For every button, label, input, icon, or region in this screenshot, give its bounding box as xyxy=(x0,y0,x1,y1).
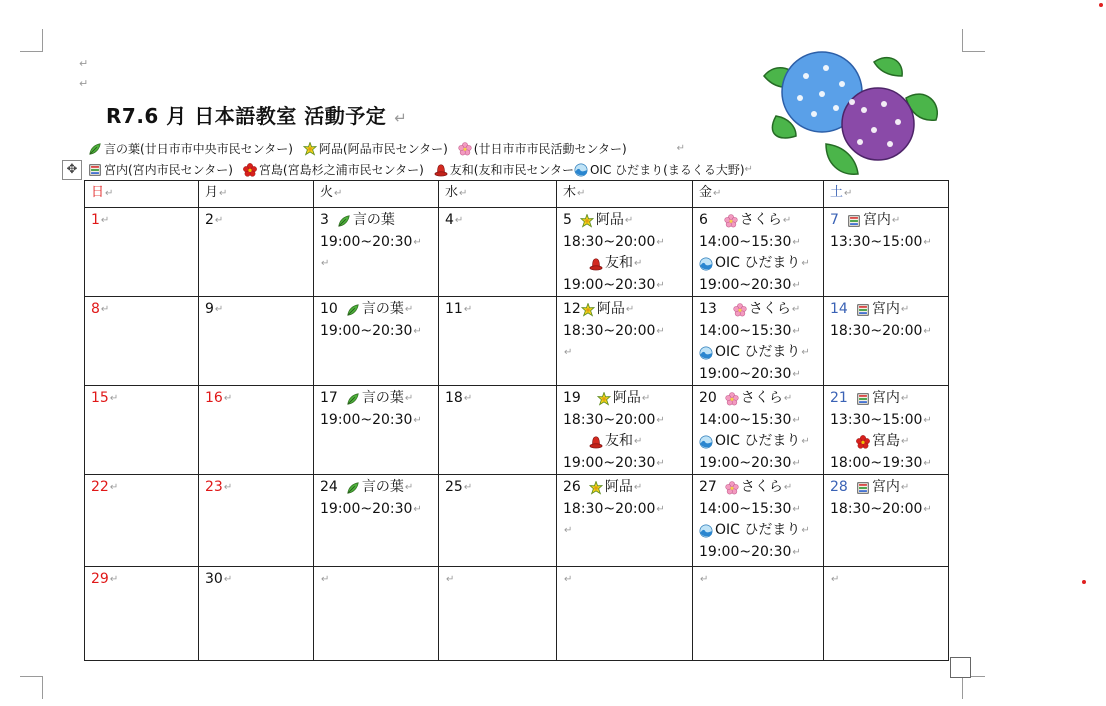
paragraph-mark: ↵ xyxy=(394,109,408,127)
paragraph-mark: ↵ xyxy=(79,57,89,70)
leaf-icon xyxy=(346,392,360,406)
day-cell[interactable]: 25 ↵ xyxy=(439,475,557,567)
cherry-blossom-icon xyxy=(725,392,739,406)
weekday-header: 水↵ xyxy=(439,181,557,208)
week-row xyxy=(85,567,949,661)
day-cell[interactable]: 13 さくら ↵ 14:00~15:30 ↵ OIC ひだまり ↵ 19:00~20:30 ↵ xyxy=(693,297,824,386)
legend-item xyxy=(574,161,745,178)
table-move-handle[interactable]: ✥ xyxy=(62,160,82,180)
wave-icon xyxy=(699,257,713,271)
legend-item xyxy=(88,140,293,157)
building-icon xyxy=(856,392,870,406)
leaf-icon xyxy=(346,481,360,495)
red-marker-dot xyxy=(1082,580,1086,584)
weekday-header: 木↵ xyxy=(557,181,693,208)
cherry-blossom-icon xyxy=(725,481,739,495)
paragraph-mark: ↵ xyxy=(79,77,89,90)
legend-item xyxy=(458,140,627,157)
cherry-blossom-icon xyxy=(724,214,738,228)
day-cell[interactable]: 7 宮内 ↵ 13:30~15:00 ↵ xyxy=(824,208,949,297)
day-cell[interactable]: 1 ↵ xyxy=(85,208,199,297)
weekday-header: 日↵ xyxy=(85,181,199,208)
weekday-header: 金↵ xyxy=(693,181,824,208)
day-cell[interactable]: 30 ↵ xyxy=(199,567,314,661)
star-flower-icon xyxy=(580,214,594,228)
day-cell[interactable]: 29 ↵ xyxy=(85,567,199,661)
day-cell[interactable]: 17 言の葉 ↵ 19:00~20:30 ↵ xyxy=(314,386,439,475)
legend-row-1 xyxy=(88,140,685,157)
building-icon xyxy=(856,303,870,317)
leaf-icon xyxy=(337,214,351,228)
day-cell[interactable]: 9 ↵ xyxy=(199,297,314,386)
empty-cell[interactable]: ↵ xyxy=(439,567,557,661)
red-marker-dot xyxy=(1099,3,1103,7)
wave-icon xyxy=(699,435,713,449)
legend-label: 友和(友和市民センター xyxy=(449,163,574,177)
building-icon xyxy=(847,214,861,228)
red-hat-icon xyxy=(589,435,603,449)
week-row xyxy=(85,297,949,386)
building-icon xyxy=(856,481,870,495)
star-flower-icon xyxy=(303,142,317,156)
legend-item xyxy=(303,140,448,157)
building-icon xyxy=(88,163,102,177)
day-cell[interactable]: 11 ↵ xyxy=(439,297,557,386)
paragraph-mark: ↵ xyxy=(744,164,753,175)
weekday-header: 火↵ xyxy=(314,181,439,208)
empty-cell[interactable]: ↵ xyxy=(693,567,824,661)
legend-label: 言の葉(廿日市市中央市民センター) xyxy=(104,142,293,156)
crop-mark-bottom-left xyxy=(20,676,43,699)
empty-cell[interactable]: ↵ xyxy=(314,567,439,661)
legend-label: (廿日市市市民活動センター) xyxy=(473,142,627,156)
legend-item xyxy=(88,161,233,178)
legend-label: OIC ひだまり(まるくる大野) xyxy=(589,163,745,177)
leaf-icon xyxy=(88,142,102,156)
calendar-table xyxy=(84,180,949,661)
day-cell[interactable]: 2 ↵ xyxy=(199,208,314,297)
red-hat-icon xyxy=(434,163,448,177)
legend-label: 宮内(宮内市民センター) xyxy=(104,163,233,177)
legend-label: 阿品(阿品市民センター) xyxy=(318,142,448,156)
day-cell[interactable]: 18 ↵ xyxy=(439,386,557,475)
star-flower-icon xyxy=(589,481,603,495)
week-row xyxy=(85,475,949,567)
cherry-blossom-icon xyxy=(458,142,472,156)
leaf-icon xyxy=(346,303,360,317)
red-flower-icon xyxy=(856,435,870,449)
legend-row-2 xyxy=(88,161,753,178)
day-cell[interactable]: 6 さくら ↵ 14:00~15:30 ↵ OIC ひだまり ↵ 19:00~20:30 ↵ xyxy=(693,208,824,297)
day-cell[interactable]: 5 阿品 ↵ 18:30~20:00 ↵ 友和 ↵ 19:00~20:30 ↵ xyxy=(557,208,693,297)
crop-mark-top-left xyxy=(20,29,43,52)
day-cell[interactable]: 16 ↵ xyxy=(199,386,314,475)
day-cell[interactable]: 20 さくら ↵ 14:00~15:30 ↵ OIC ひだまり ↵ 19:00~20:30 ↵ xyxy=(693,386,824,475)
day-cell[interactable]: 15 ↵ xyxy=(85,386,199,475)
crop-mark-top-right xyxy=(962,29,985,52)
day-cell[interactable]: 22 ↵ xyxy=(85,475,199,567)
weekday-header: 月↵ xyxy=(199,181,314,208)
wave-icon xyxy=(574,163,588,177)
week-row xyxy=(85,208,949,297)
wave-icon xyxy=(699,346,713,360)
day-cell[interactable]: 26 阿品 ↵ 18:30~20:00 ↵ ↵ xyxy=(557,475,693,567)
red-flower-icon xyxy=(243,163,257,177)
day-cell[interactable]: 14 宮内 ↵ 18:30~20:00 ↵ xyxy=(824,297,949,386)
red-hat-icon xyxy=(589,257,603,271)
empty-cell[interactable]: ↵ xyxy=(557,567,693,661)
day-cell[interactable]: 8 ↵ xyxy=(85,297,199,386)
day-cell[interactable]: 24 言の葉 ↵ 19:00~20:30 ↵ xyxy=(314,475,439,567)
crop-mark-bottom-right xyxy=(962,676,985,699)
wave-icon xyxy=(699,524,713,538)
title-text: R7.6 月 日本語教室 活動予定 xyxy=(106,104,387,128)
paragraph-mark: ↵ xyxy=(676,143,686,154)
legend-item xyxy=(434,161,574,178)
page-title xyxy=(106,100,407,129)
day-cell[interactable]: 21 宮内 ↵ 13:30~15:00 ↵ 宮島 ↵ 18:00~19:30 ↵ xyxy=(824,386,949,475)
legend-label: 宮島(宮島杉之浦市民センター) xyxy=(258,163,424,177)
day-cell[interactable]: 19 阿品 ↵ 18:30~20:00 ↵ 友和 ↵ 19:00~20:30 ↵ xyxy=(557,386,693,475)
legend-item xyxy=(243,161,424,178)
day-cell[interactable]: 10 言の葉 ↵ 19:00~20:30 ↵ xyxy=(314,297,439,386)
cherry-blossom-icon xyxy=(733,303,747,317)
weekday-header-row xyxy=(85,181,949,208)
table-resize-handle[interactable] xyxy=(950,657,971,678)
star-flower-icon xyxy=(581,303,595,317)
day-cell[interactable]: 28 宮内 ↵ 18:30~20:00 ↵ xyxy=(824,475,949,567)
day-cell[interactable]: 27 さくら ↵ 14:00~15:30 ↵ OIC ひだまり ↵ 19:00~20:30 ↵ xyxy=(693,475,824,567)
weekday-header: 土↵ xyxy=(824,181,949,208)
hydrangea-illustration xyxy=(756,46,942,178)
day-cell[interactable]: 4 ↵ xyxy=(439,208,557,297)
empty-cell[interactable]: ↵ xyxy=(824,567,949,661)
day-cell[interactable]: 12 阿品 ↵ 18:30~20:00 ↵ ↵ xyxy=(557,297,693,386)
day-cell[interactable]: 3 言の葉 19:00~20:30 ↵ ↵ xyxy=(314,208,439,297)
day-cell[interactable]: 23 ↵ xyxy=(199,475,314,567)
star-flower-icon xyxy=(597,392,611,406)
week-row xyxy=(85,386,949,475)
